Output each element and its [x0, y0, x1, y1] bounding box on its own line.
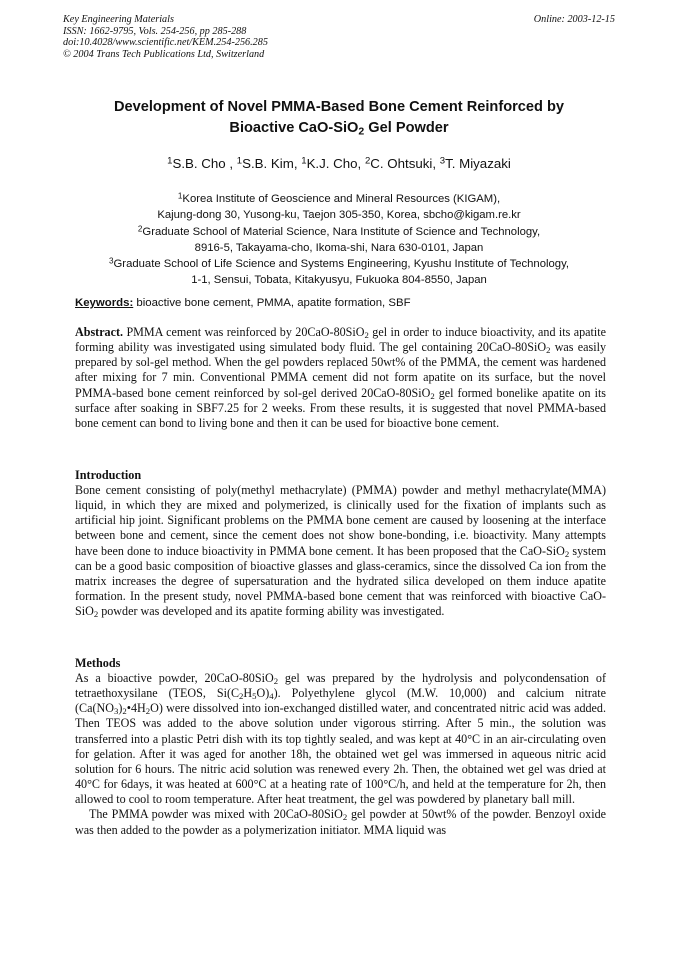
journal-copyright: © 2004 Trans Tech Publications Ltd, Switzerland	[63, 48, 265, 60]
introduction-paragraph: Bone cement consisting of poly(methyl methacrylate) (PMMA) powder and methyl methacrylate(MMA) liquid, in which they are mixed and polymerized, is clinically used for the fixation of implants such as artificial hip joint. Significant problems on the PMMA bone cement are caused by loosening at the interface between bone and cement, since the cement does not show bone-bonding, i.e. bioactivity. Many attempts have been done to induce bioactivity in PMMA bone cement. It has been proposed that the CaO-SiO$_2$ system can be a good basic composition of bioactive glasses and glass-ceramics, since the dissolved Ca ion from the matrix increases the degree of supersaturation and the hydrated silica developed on them induce apatite formation. In the present study, novel PMMA-based bone cement that was reinforced with bioactive CaO-SiO$_2$ powder was developed and its apatite forming ability was investigated.	[75, 483, 606, 620]
affiliations	[40, 191, 638, 289]
abstract-label: Abstract.	[75, 325, 124, 339]
affiliation-2: $^2$Graduate School of Material Science, Nara Institute of Science and Technology,	[137, 223, 541, 238]
author-list	[60, 156, 618, 172]
introduction-section	[75, 483, 606, 619]
affiliation-1-address: Kajung-dong 30, Yusong-ku, Taejon 305-350, Korea, sbcho@kigam.re.kr	[157, 209, 521, 222]
affiliation-3-address: 1-1, Sensui, Tobata, Kitakyusyu, Fukuoka 804-8550, Japan	[191, 274, 487, 287]
abstract	[75, 325, 606, 431]
author: $^1$S.B. Kim,	[236, 155, 298, 171]
title-line-2: Bioactive CaO-SiO$_2$ Gel Powder	[229, 120, 449, 138]
affiliation-2-address: 8916-5, Takayama-cho, Ikoma-shi, Nara 630-0101, Japan	[194, 241, 484, 254]
author: $^3$T. Miyazaki	[439, 155, 511, 171]
section-heading-introduction: Introduction	[75, 468, 142, 482]
keywords-label: Keywords:	[75, 297, 134, 309]
keywords-text: bioactive bone cement, PMMA, apatite formation, SBF	[133, 297, 411, 309]
journal-issn: ISSN: 1662-9795, Vols. 254-256, pp 285-288	[63, 25, 247, 37]
journal-name: Key Engineering Materials	[63, 14, 174, 25]
affiliation-1: $^1$Korea Institute of Geoscience and Mineral Resources (KIGAM),	[177, 191, 501, 205]
title-line-1: Development of Novel PMMA-Based Bone Cement Reinforced by	[113, 99, 565, 115]
paper-title	[60, 97, 618, 139]
methods-paragraph-1: As a bioactive powder, 20CaO-80SiO$_2$ gel was prepared by the hydrolysis and polycondensation of tetraethoxysilane (TEOS, $Si(C_2H_5O)_4$). Polyethylene glycol (M.W. 10,000) and calcium nitrate $(Ca(NO_3)_2•4H_2O)$ were dissolved into ion-exchanged distilled water, and concentrated nitric acid was added. Then TEOS was added to the above solution under vigorous stirring. After 5 min., the solution was transferred into a plastic Petri dish with its top tightly sealed, and was kept at 40°C in an air-circulating oven for gelation. After it was aged for another 18h, the obtained wet gel was immersed in aqueous nitric acid solution for 6 hours. The nitric acid solution was renewed every 2h. Then, the obtained wet gel was dried at 40°C for 6days, it was heated at 600°C at a heating rate of 100°C/h, and held at the temperature for 2h, then allowed to cool to room temperature. After heat treatment, the gel was powdered by planetary ball mill.	[75, 671, 606, 807]
affiliation-3: $^3$Graduate School of Life Science and Systems Engineering, Kyushu Institute of Technology,	[108, 256, 570, 271]
methods-section	[75, 671, 606, 838]
abstract-paragraph: Abstract. PMMA cement was reinforced by 20CaO-80SiO$_2$ gel in order to induce bioactivity, and its apatite forming ability was investigated using simulated body fluid. The gel containing 20CaO-80SiO$_2$ was easily prepared by sol-gel method. When the gel powders replaced 50wt% of the PMMA, the cement was hardened after mixing for 7 min. Conventional PMMA cement did not form apatite on its surface, but the novel PMMA-based bone cement reinforced by sol-gel derived 20CaO-80SiO$_2$ gel formed bonelike apatite on its surface after soaking in SBF7.25 for 2 weeks. From these results, it is suggested that novel PMMA-based bone cement can bond to living bone and then it can be used for bioactive bone cement.	[75, 325, 607, 430]
online-date: Online: 2003-12-15	[533, 14, 615, 25]
journal-doi: doi:10.4028/www.scientific.net/KEM.254-256.285	[63, 37, 268, 49]
methods-paragraph-2: The PMMA powder was mixed with 20CaO-80SiO$_2$ gel powder at 50wt% of the powder. Benzoyl oxide was then added to the powder as a polymerization initiator. MMA liquid was	[75, 807, 606, 837]
author: $^1$K.J. Cho,	[301, 155, 362, 171]
section-heading-methods: Methods	[75, 656, 121, 670]
journal-header	[63, 14, 268, 60]
keywords	[75, 296, 615, 310]
author: $^1$S.B. Cho ,	[167, 155, 234, 171]
author: $^2$C. Ohtsuki,	[364, 155, 437, 171]
